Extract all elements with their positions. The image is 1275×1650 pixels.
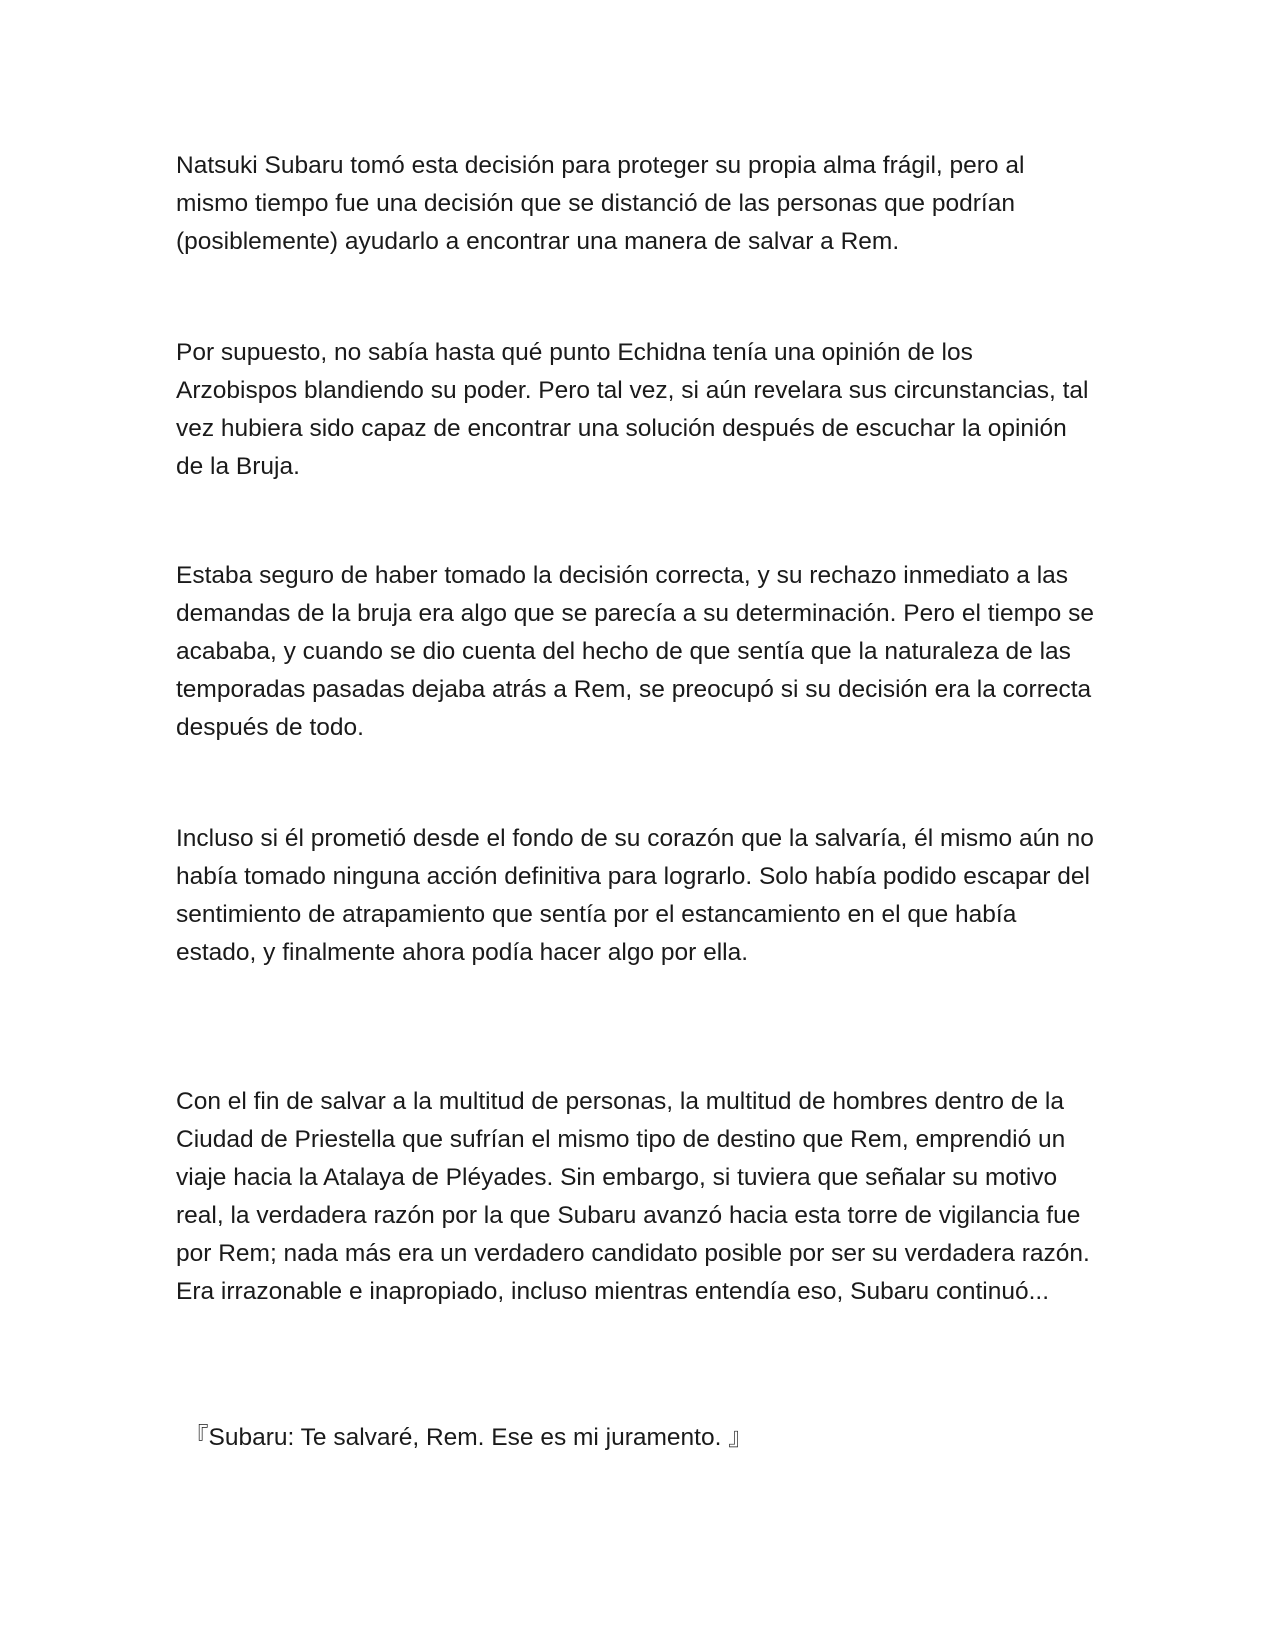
dialogue-quote: 『Subaru: Te salvaré, Rem. Ese es mi juramento. 』 [184,1424,753,1451]
paragraph-1: Natsuki Subaru tomó esta decisión para proteger su propia alma frágil, pero al mismo tiempo fue una decisión que se distanció de las personas que podrían (posiblemente) ayudarlo a encontrar una manera de salvar a Rem. [176,152,1025,255]
paragraph-2: Por supuesto, no sabía hasta qué punto Echidna tenía una opinión de los Arzobispos blandiendo su poder. Pero tal vez, si aún revelara sus circunstancias, tal vez hubiera sido capaz de encontrar una solución después de escuchar la opinión de la Bruja. [176,339,1089,480]
paragraph-3: Estaba seguro de haber tomado la decisión correcta, y su rechazo inmediato a las demandas de la bruja era algo que se parecía a su determinación. Pero el tiempo se acababa, y cuando se dio cuenta del hecho de que sentía que la naturaleza de las temporadas pasadas dejaba atrás a Rem, se preocupó si su decisión era la correcta después de todo. [176,562,1094,741]
paragraph-5: Con el fin de salvar a la multitud de personas, la multitud de hombres dentro de la Ciudad de Priestella que sufrían el mismo tipo de destino que Rem, emprendió un viaje hacia la Atalaya de Pléyades. Sin embargo, si tuviera que señalar su motivo real, la verdadera razón por la que Subaru avanzó hacia esta torre de vigilancia fue por Rem; nada más era un verdadero candidato posible por ser su verdadera razón. Era irrazonable e inapropiado, incluso mientras entendía eso, Subaru continuó... [176,1088,1090,1305]
paragraph-4: Incluso si él prometió desde el fondo de su corazón que la salvaría, él mismo aún no había tomado ninguna acción definitiva para lograrlo. Solo había podido escapar del sentimiento de atrapamiento que sentía por el estancamiento en el que había estado, y finalmente ahora podía hacer algo por ella. [176,825,1094,966]
